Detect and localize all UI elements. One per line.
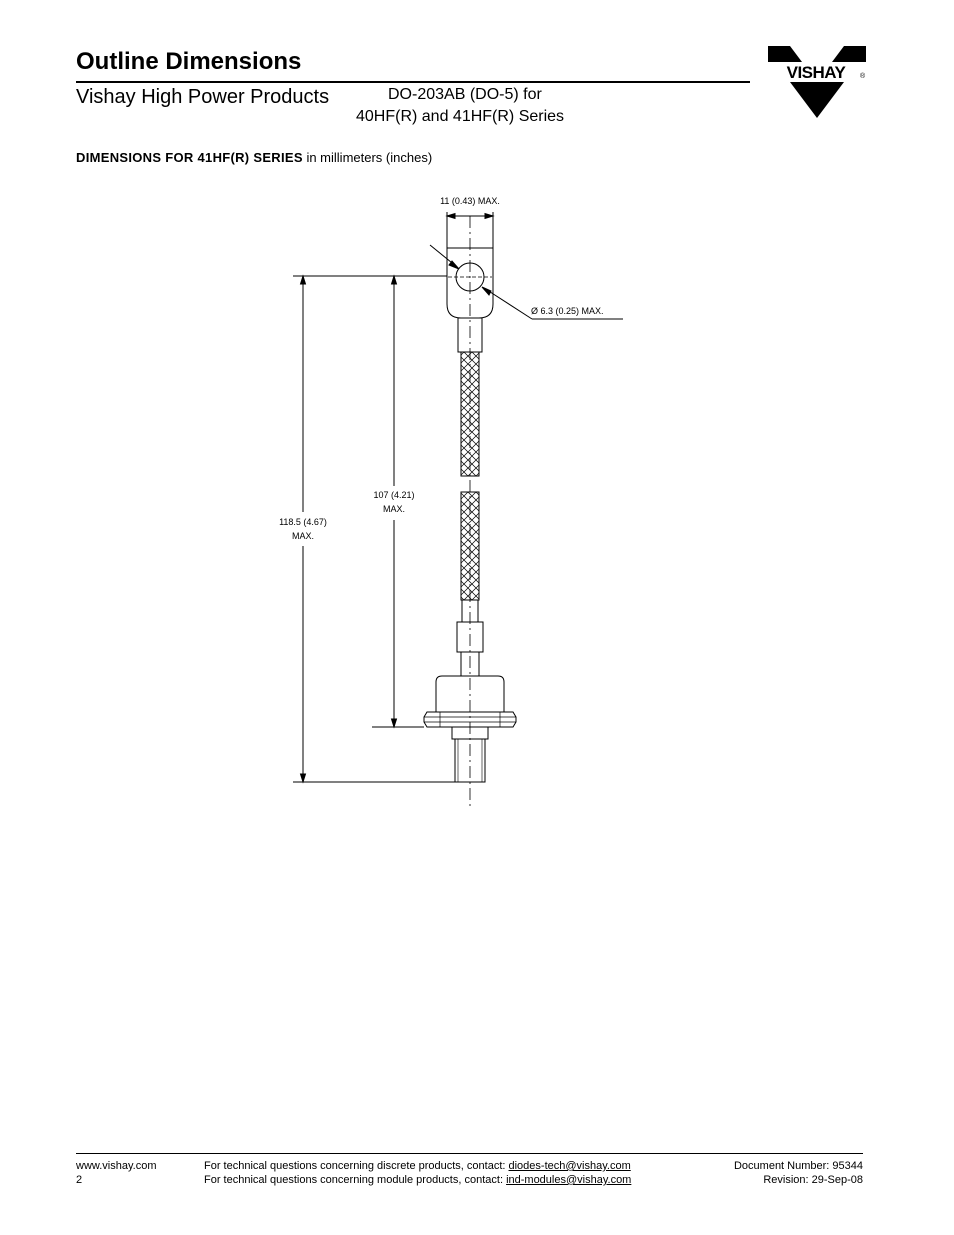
page-subtitle: Vishay High Power Products xyxy=(76,86,330,108)
length-107-label: 107 (4.21) xyxy=(373,490,415,500)
package-title-line1: DO-203AB (DO-5) for xyxy=(388,86,542,103)
section-heading-title: DIMENSIONS FOR 41HF(R) SERIES xyxy=(76,150,303,165)
module-contact-text: For technical questions concerning module products, contact: xyxy=(204,1174,507,1186)
footer-revision: Revision: 29-Sep-08 xyxy=(763,1174,863,1186)
footer-left xyxy=(76,1159,156,1187)
length-118-label: 118.5 (4.67) xyxy=(279,517,327,527)
discrete-contact-text: For technical questions concerning discrete products, contact: xyxy=(204,1160,509,1172)
logo-registered-mark: ® xyxy=(860,73,866,80)
package-title-line2: 40HF(R) and 41HF(R) Series xyxy=(356,108,565,125)
footer-discrete-contact xyxy=(204,1159,631,1173)
footer-rule xyxy=(76,1153,863,1154)
footer-contacts xyxy=(204,1159,631,1187)
width-dimension-label: 11 (0.43) MAX. xyxy=(440,196,500,206)
braided-lead-lower xyxy=(461,492,479,600)
page-title: Outline Dimensions xyxy=(76,48,302,75)
discrete-email-link[interactable]: diodes-tech@vishay.com xyxy=(508,1160,631,1172)
footer-page-number: 2 xyxy=(76,1174,83,1186)
braided-lead-upper xyxy=(461,352,479,476)
footer-module-contact xyxy=(204,1173,631,1187)
footer-website[interactable]: www.vishay.com xyxy=(76,1160,157,1172)
length-107-max-label: MAX. xyxy=(382,504,406,514)
logo-text: VISHAY xyxy=(786,63,846,82)
module-email-link[interactable]: ind-modules@vishay.com xyxy=(506,1174,632,1186)
footer-document-number: Document Number: 95344 xyxy=(733,1160,863,1172)
section-heading-units: in millimeters (inches) xyxy=(302,150,433,165)
length-118-max-label: MAX. xyxy=(291,531,315,541)
footer-right xyxy=(700,1159,863,1187)
hole-dimension-label: Ø 6.3 (0.25) MAX. xyxy=(531,306,604,316)
hole-leader-right xyxy=(484,288,532,319)
